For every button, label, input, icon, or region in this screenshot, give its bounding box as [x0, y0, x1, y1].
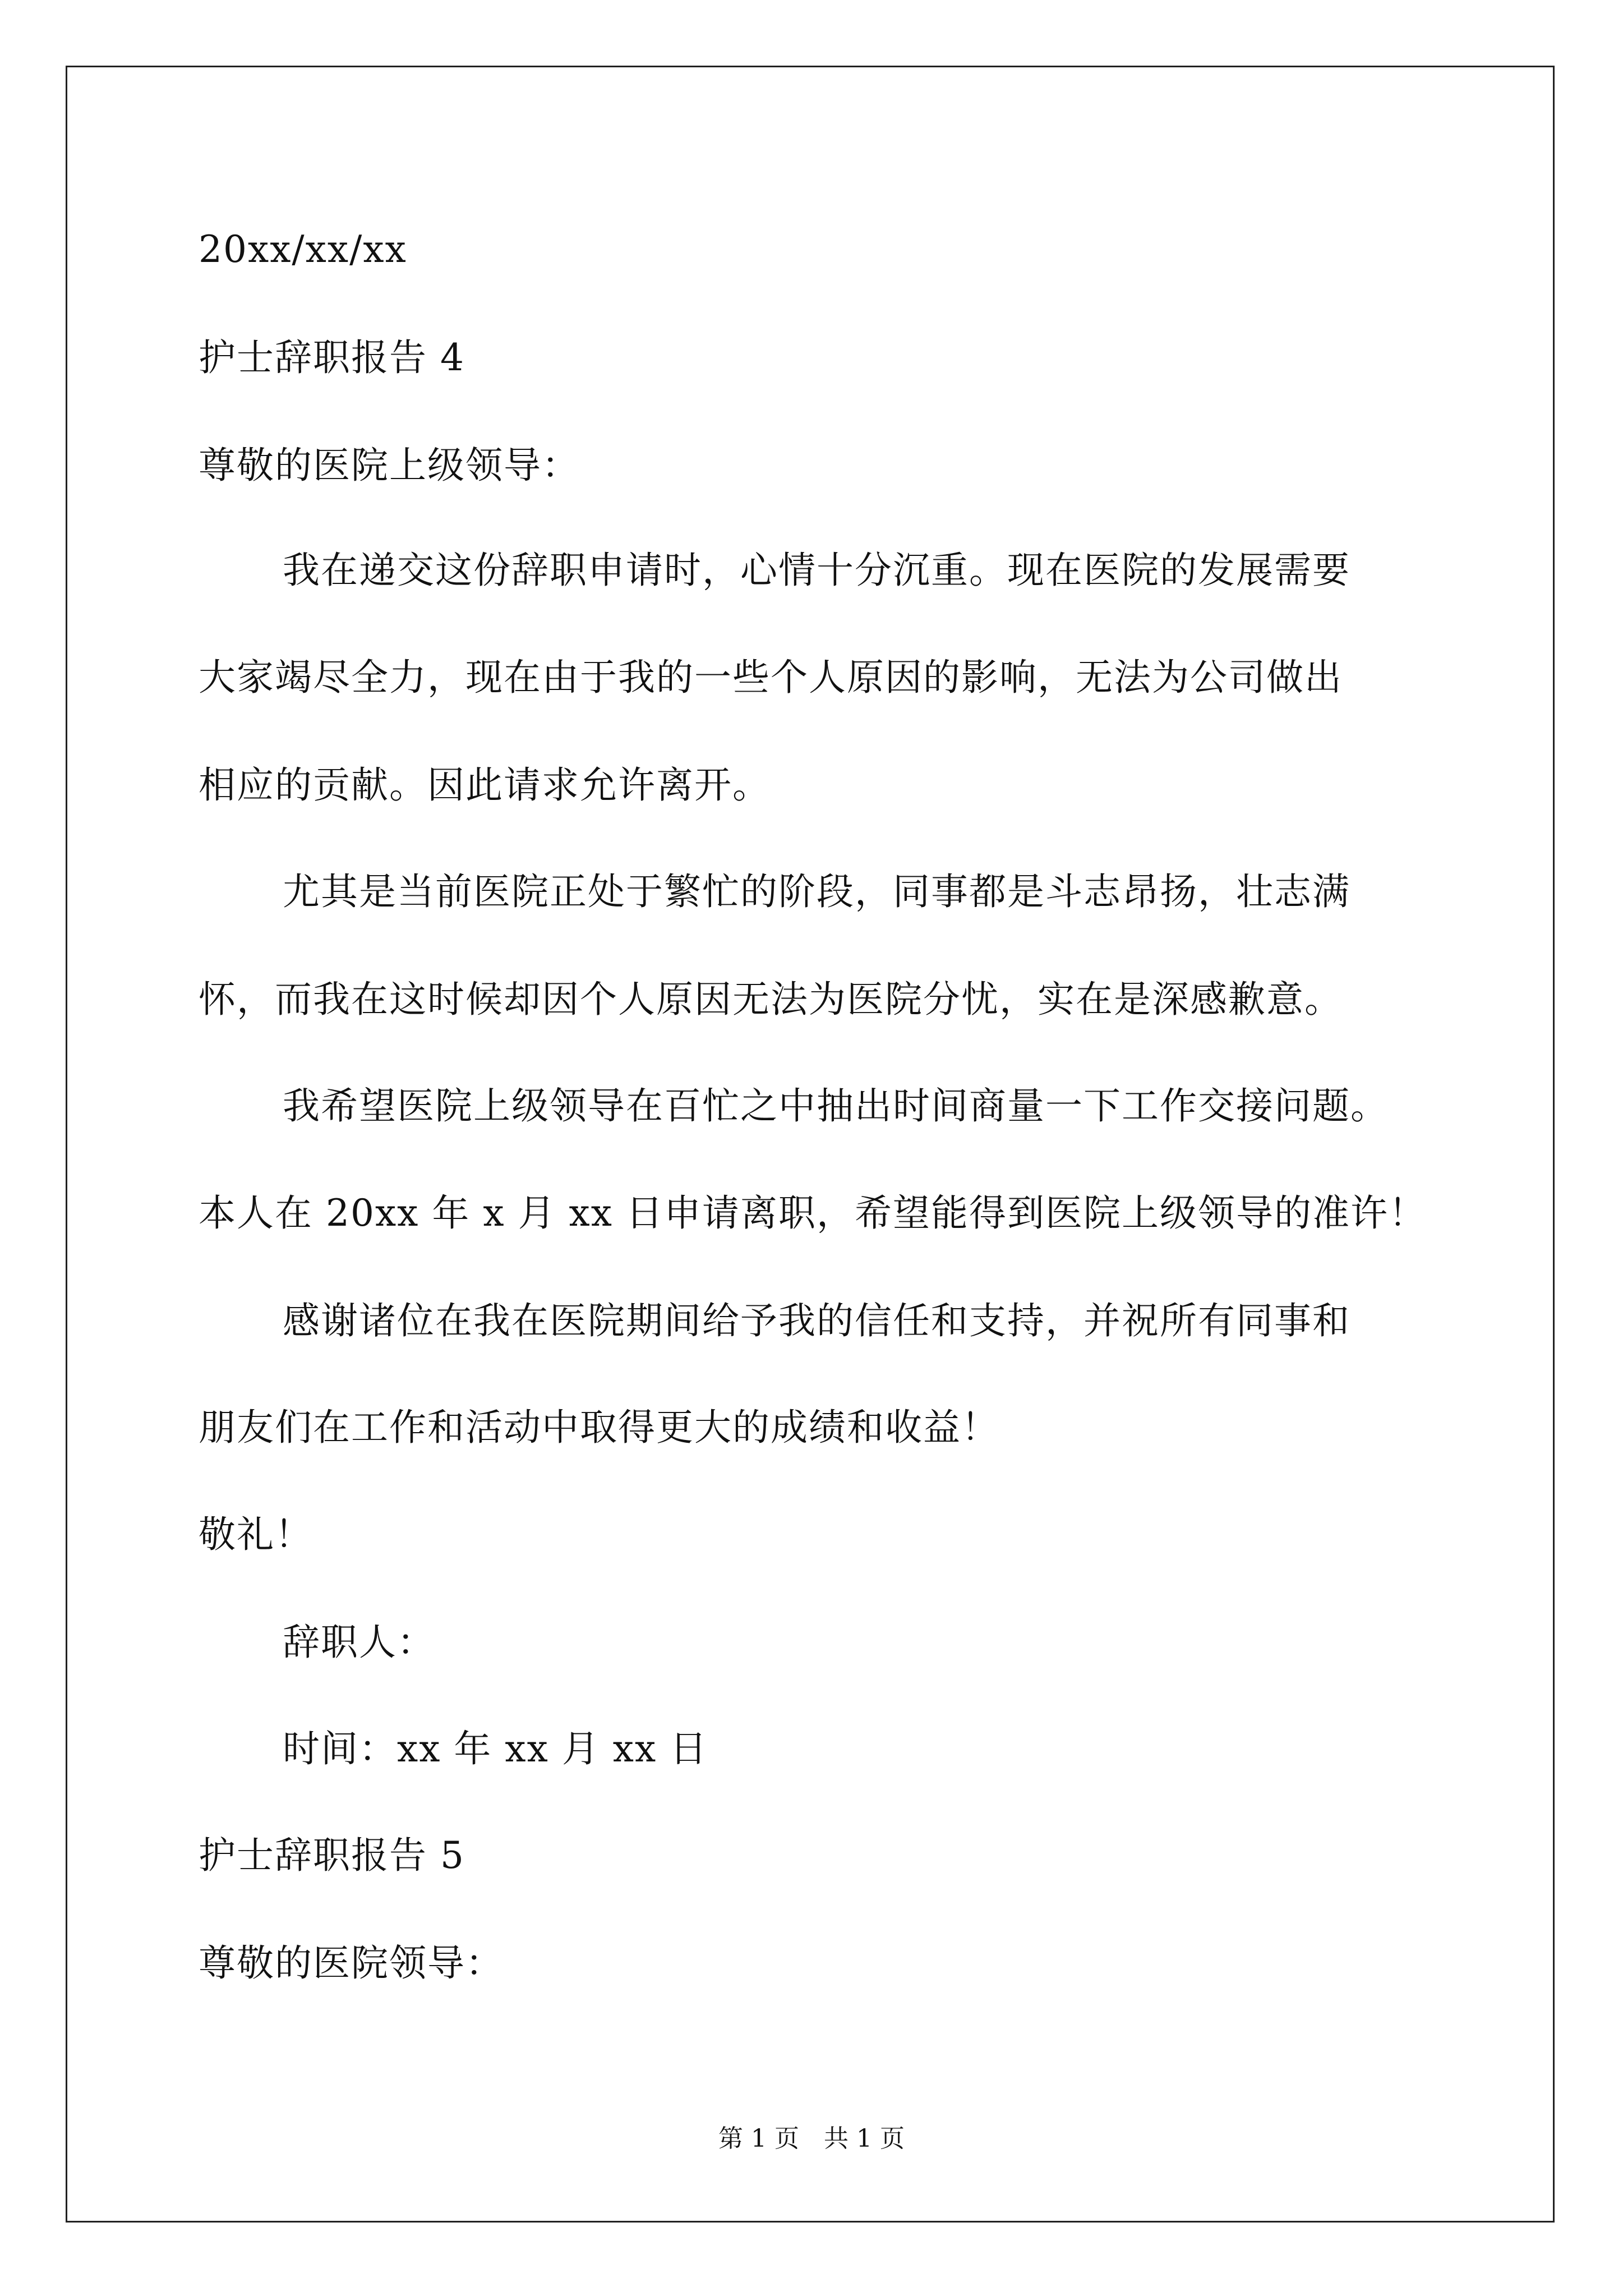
paragraph-line: 我希望医院上级领导在百忙之中抽出时间商量一下工作交接问题。 — [283, 1084, 1389, 1128]
document-date: 20xx/xx/xx — [199, 228, 407, 271]
section-title: 护士辞职报告 5 — [199, 1834, 465, 1877]
paragraph-line: 本人在 20xx 年 x 月 xx 日申请离职，希望能得到医院上级领导的准许！ — [199, 1191, 1427, 1235]
page-number: 第 1 页 共 1 页 — [718, 2124, 905, 2153]
salutation: 尊敬的医院上级领导： — [199, 444, 580, 487]
salutation: 尊敬的医院领导： — [199, 1941, 504, 1985]
paragraph-line: 感谢诸位在我在医院期间给予我的信任和支持，并祝所有同事和 — [283, 1299, 1350, 1342]
paragraph-line: 怀，而我在这时候却因个人原因无法为医院分忧，实在是深感歉意。 — [199, 978, 1343, 1021]
closing: 敬礼！ — [199, 1513, 313, 1556]
paragraph-line: 大家竭尽全力，现在由于我的一些个人原因的影响，无法为公司做出 — [199, 656, 1343, 699]
paragraph-line: 相应的贡献。因此请求允许离开。 — [199, 763, 771, 807]
page-border — [66, 66, 1555, 2223]
paragraph-line: 尤其是当前医院正处于繁忙的阶段，同事都是斗志昂扬，壮志满 — [283, 870, 1350, 913]
paragraph-line: 我在递交这份辞职申请时，心情十分沉重。现在医院的发展需要 — [283, 549, 1350, 592]
signer-label: 辞职人： — [283, 1621, 435, 1664]
paragraph-line: 朋友们在工作和活动中取得更大的成绩和收益！ — [199, 1406, 999, 1449]
section-title: 护士辞职报告 4 — [199, 336, 465, 379]
date-line: 时间：xx 年 xx 月 xx 日 — [283, 1727, 708, 1770]
